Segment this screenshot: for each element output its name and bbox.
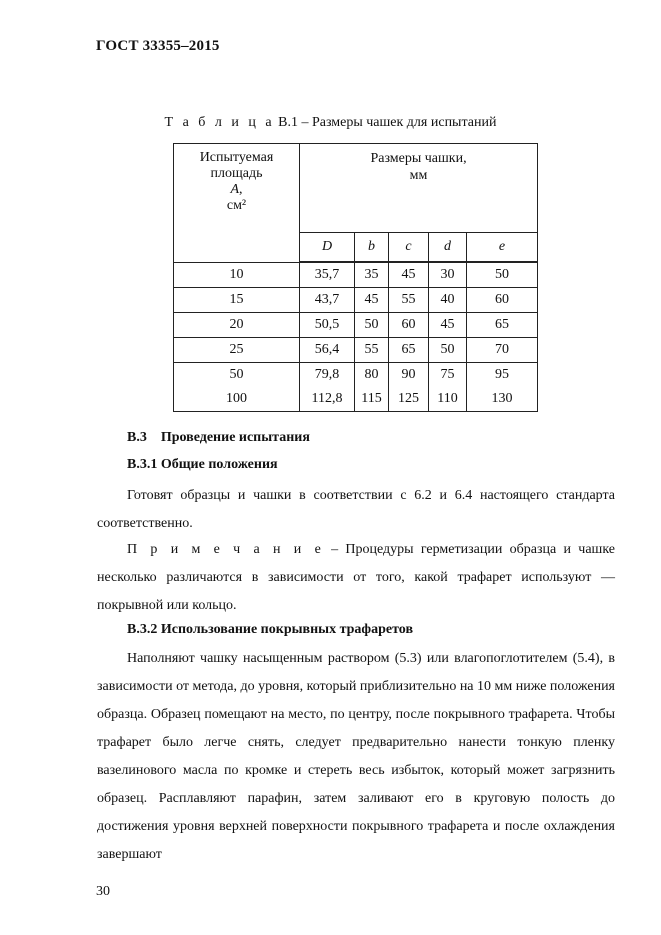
table-cell: 50 (467, 262, 538, 288)
table-cell: 75 (429, 363, 467, 388)
table-cell: 45 (429, 313, 467, 338)
note-paragraph (97, 536, 615, 620)
header-dims-line1: Размеры чашки, (370, 151, 467, 166)
table-cell: 130 (467, 387, 538, 412)
table-cell: 100 (174, 387, 300, 412)
paragraph-text: Готовят образцы и чашки в соответствии с 6.2 и 6.4 настоящего стандарта соответственно. (97, 488, 615, 531)
table-cell: 80 (355, 363, 389, 388)
header-area-line2: площадь (210, 166, 263, 181)
section-b3-title: Проведение испытания (160, 430, 310, 445)
table-cell: 50 (429, 338, 467, 363)
table-row (174, 338, 538, 363)
table-row (174, 363, 538, 388)
section-b3-heading (127, 430, 310, 446)
note-body: – Процедуры герметизации образца и чашке несколько различаются в зависимости от того, какой трафарет используют — покрывной или кольцо. (97, 542, 615, 613)
table-cell: 30 (429, 262, 467, 288)
header-test-area (174, 144, 300, 263)
table-cell: 55 (355, 338, 389, 363)
table-row (174, 262, 538, 288)
header-dims-line2: мм (409, 168, 428, 183)
table-cell: 55 (389, 288, 429, 313)
section-b31-heading: В.3.1 Общие положения (127, 457, 278, 472)
table-cell: 43,7 (300, 288, 355, 313)
paragraph-text: Наполняют чашку насыщенным раствором (5.3) или влагопоглотителем (5.4), в зависимости от метода, до уровня, который приблизительно на 10 мм ниже положения образца. Образец помещают на место, по центру, после покрывного трафарета. Чтобы трафарет было легче снять, следует предварительно нанести тонкую пленку вазелинового масла по кромке и стереть весь избыток, который может загрязнить образец. Расплавляют парафин, затем заливают его в круговую полость до достижения уровня верхней поверхности покрывного трафарета и после охлаждения завершают (97, 651, 615, 862)
table-cell: 40 (429, 288, 467, 313)
table-cell: 79,8 (300, 363, 355, 388)
table-cell: 25 (174, 338, 300, 363)
page-number: 30 (96, 884, 110, 899)
cup-sizes-table (173, 143, 538, 412)
table-cell: 95 (467, 363, 538, 388)
table-cell: 60 (389, 313, 429, 338)
table-caption (0, 115, 661, 131)
table-cell: 70 (467, 338, 538, 363)
table-cell: 90 (389, 363, 429, 388)
table-cell: 65 (467, 313, 538, 338)
header-area-symbol: A, (230, 182, 243, 197)
table-cell: 35 (355, 262, 389, 288)
table-header-row (174, 144, 538, 233)
table-cell: 125 (389, 387, 429, 412)
table-cell: 35,7 (300, 262, 355, 288)
table-cell: 15 (174, 288, 300, 313)
header-area-unit: см² (226, 198, 247, 213)
table-row (174, 313, 538, 338)
note-text (97, 536, 615, 620)
table-cell: 110 (429, 387, 467, 412)
table-cell: 10 (174, 262, 300, 288)
table-cell: 60 (467, 288, 538, 313)
table-cell: 65 (389, 338, 429, 363)
table-cell: 20 (174, 313, 300, 338)
table-cell: 45 (355, 288, 389, 313)
section-b3-number: В.3 (127, 430, 147, 445)
table-cell: 45 (389, 262, 429, 288)
table-cell: 115 (355, 387, 389, 412)
table-cell: 112,8 (300, 387, 355, 412)
table-cell: 50,5 (300, 313, 355, 338)
table-row (174, 387, 538, 412)
table-cell: 50 (355, 313, 389, 338)
subheader-c: c (389, 233, 429, 263)
table-caption-text: В.1 – Размеры чашек для испытаний (278, 115, 497, 130)
table-cell: 50 (174, 363, 300, 388)
document-code-header: ГОСТ 33355–2015 (96, 38, 220, 54)
table-cell: 56,4 (300, 338, 355, 363)
note-label: П р и м е ч а н и е (127, 542, 324, 557)
subheader-b: b (355, 233, 389, 263)
subheader-e: e (467, 233, 538, 263)
paragraph-cover-templates (97, 645, 615, 869)
subheader-D: D (300, 233, 355, 263)
subheader-d: d (429, 233, 467, 263)
paragraph-general (97, 482, 615, 538)
header-area-line1: Испытуемая (199, 150, 274, 165)
table-row (174, 288, 538, 313)
section-b32-heading: В.3.2 Использование покрывных трафаретов (127, 622, 414, 637)
table-caption-prefix: Т а б л и ц а (164, 115, 275, 130)
header-cup-dimensions (300, 144, 538, 233)
